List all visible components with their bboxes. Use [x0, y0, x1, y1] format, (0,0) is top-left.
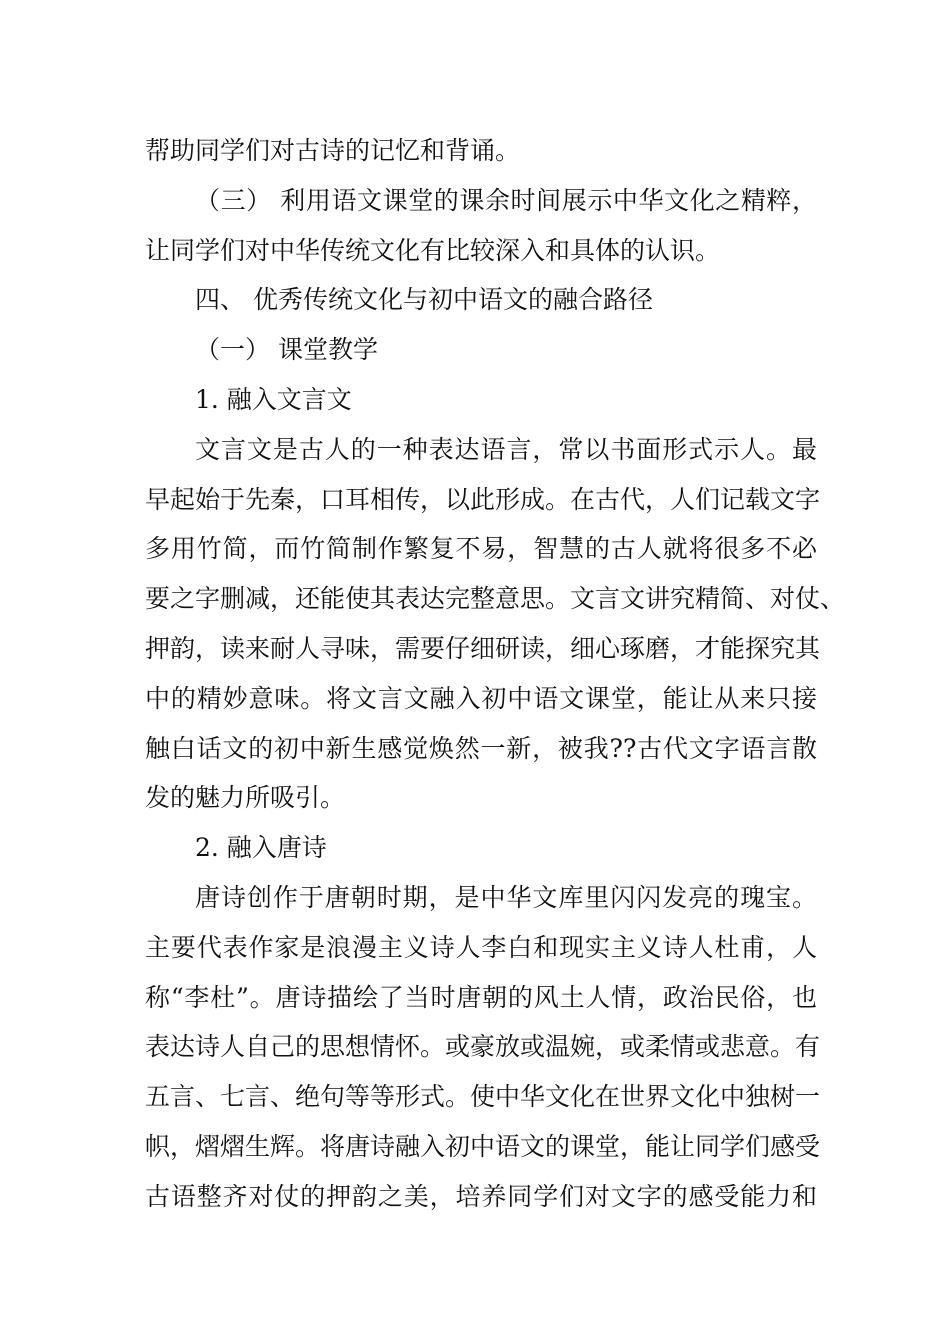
- text-line: 让同学们对中华传统文化有比较深入和具体的认识。: [145, 235, 721, 265]
- text-line: 四、 优秀传统文化与初中语文的融合路径: [195, 285, 653, 315]
- text-line: 帮助同学们对古诗的记忆和背诵。: [145, 136, 521, 165]
- text-line: 押韵，读来耐人寻味，需要仔细研读，细心琢磨，才能探究其: [145, 633, 821, 663]
- text-line: （三） 利用语文课堂的课余时间展示中华文化之精粹，: [195, 185, 817, 215]
- text-line: 称“李杜”。唐诗描绘了当时唐朝的风土人情，政治民俗，也: [145, 982, 817, 1012]
- text-line: 文言文是古人的一种表达语言，常以书面形式示人。最: [195, 434, 817, 464]
- text-line: 五言、七言、绝句等等形式。使中华文化在世界文化中独树一: [145, 1082, 821, 1112]
- text-line: 中的精妙意味。将文言文融入初中语文课堂，能让从来只接: [145, 683, 817, 713]
- text-line: （一） 课堂教学: [195, 335, 378, 365]
- document-body: [145, 126, 846, 1222]
- text-line: 唐诗创作于唐朝时期，是中华文库里闪闪发亮的瑰宝。: [195, 882, 817, 912]
- text-line: 表达诗人自己的思想情怀。或豪放或温婉，或柔情或悲意。有: [145, 1032, 821, 1062]
- text-line: 要之字删减，还能使其表达完整意思。文言文讲究精简、对仗、: [145, 584, 846, 614]
- text-line: 主要代表作家是浪漫主义诗人李白和现实主义诗人杜甫，人: [145, 932, 817, 962]
- text-line: 2. 融入唐诗: [195, 833, 327, 863]
- text-line: 1. 融入文言文: [195, 384, 352, 414]
- text-line: 帜，熠熠生辉。将唐诗融入初中语文的课堂，能让同学们感受: [145, 1131, 821, 1161]
- text-line: 发的魅力所吸引。: [145, 783, 346, 813]
- text-line: 多用竹简，而竹简制作繁复不易，智慧的古人就将很多不必: [145, 534, 817, 564]
- text-line: 早起始于先秦，口耳相传，以此形成。在古代，人们记载文字: [145, 484, 821, 514]
- text-line: 古语整齐对仗的押韵之美，培养同学们对文字的感受能力和: [145, 1181, 817, 1211]
- text-line: 触白话文的初中新生感觉焕然一新，被我??古代文字语言散: [145, 733, 817, 763]
